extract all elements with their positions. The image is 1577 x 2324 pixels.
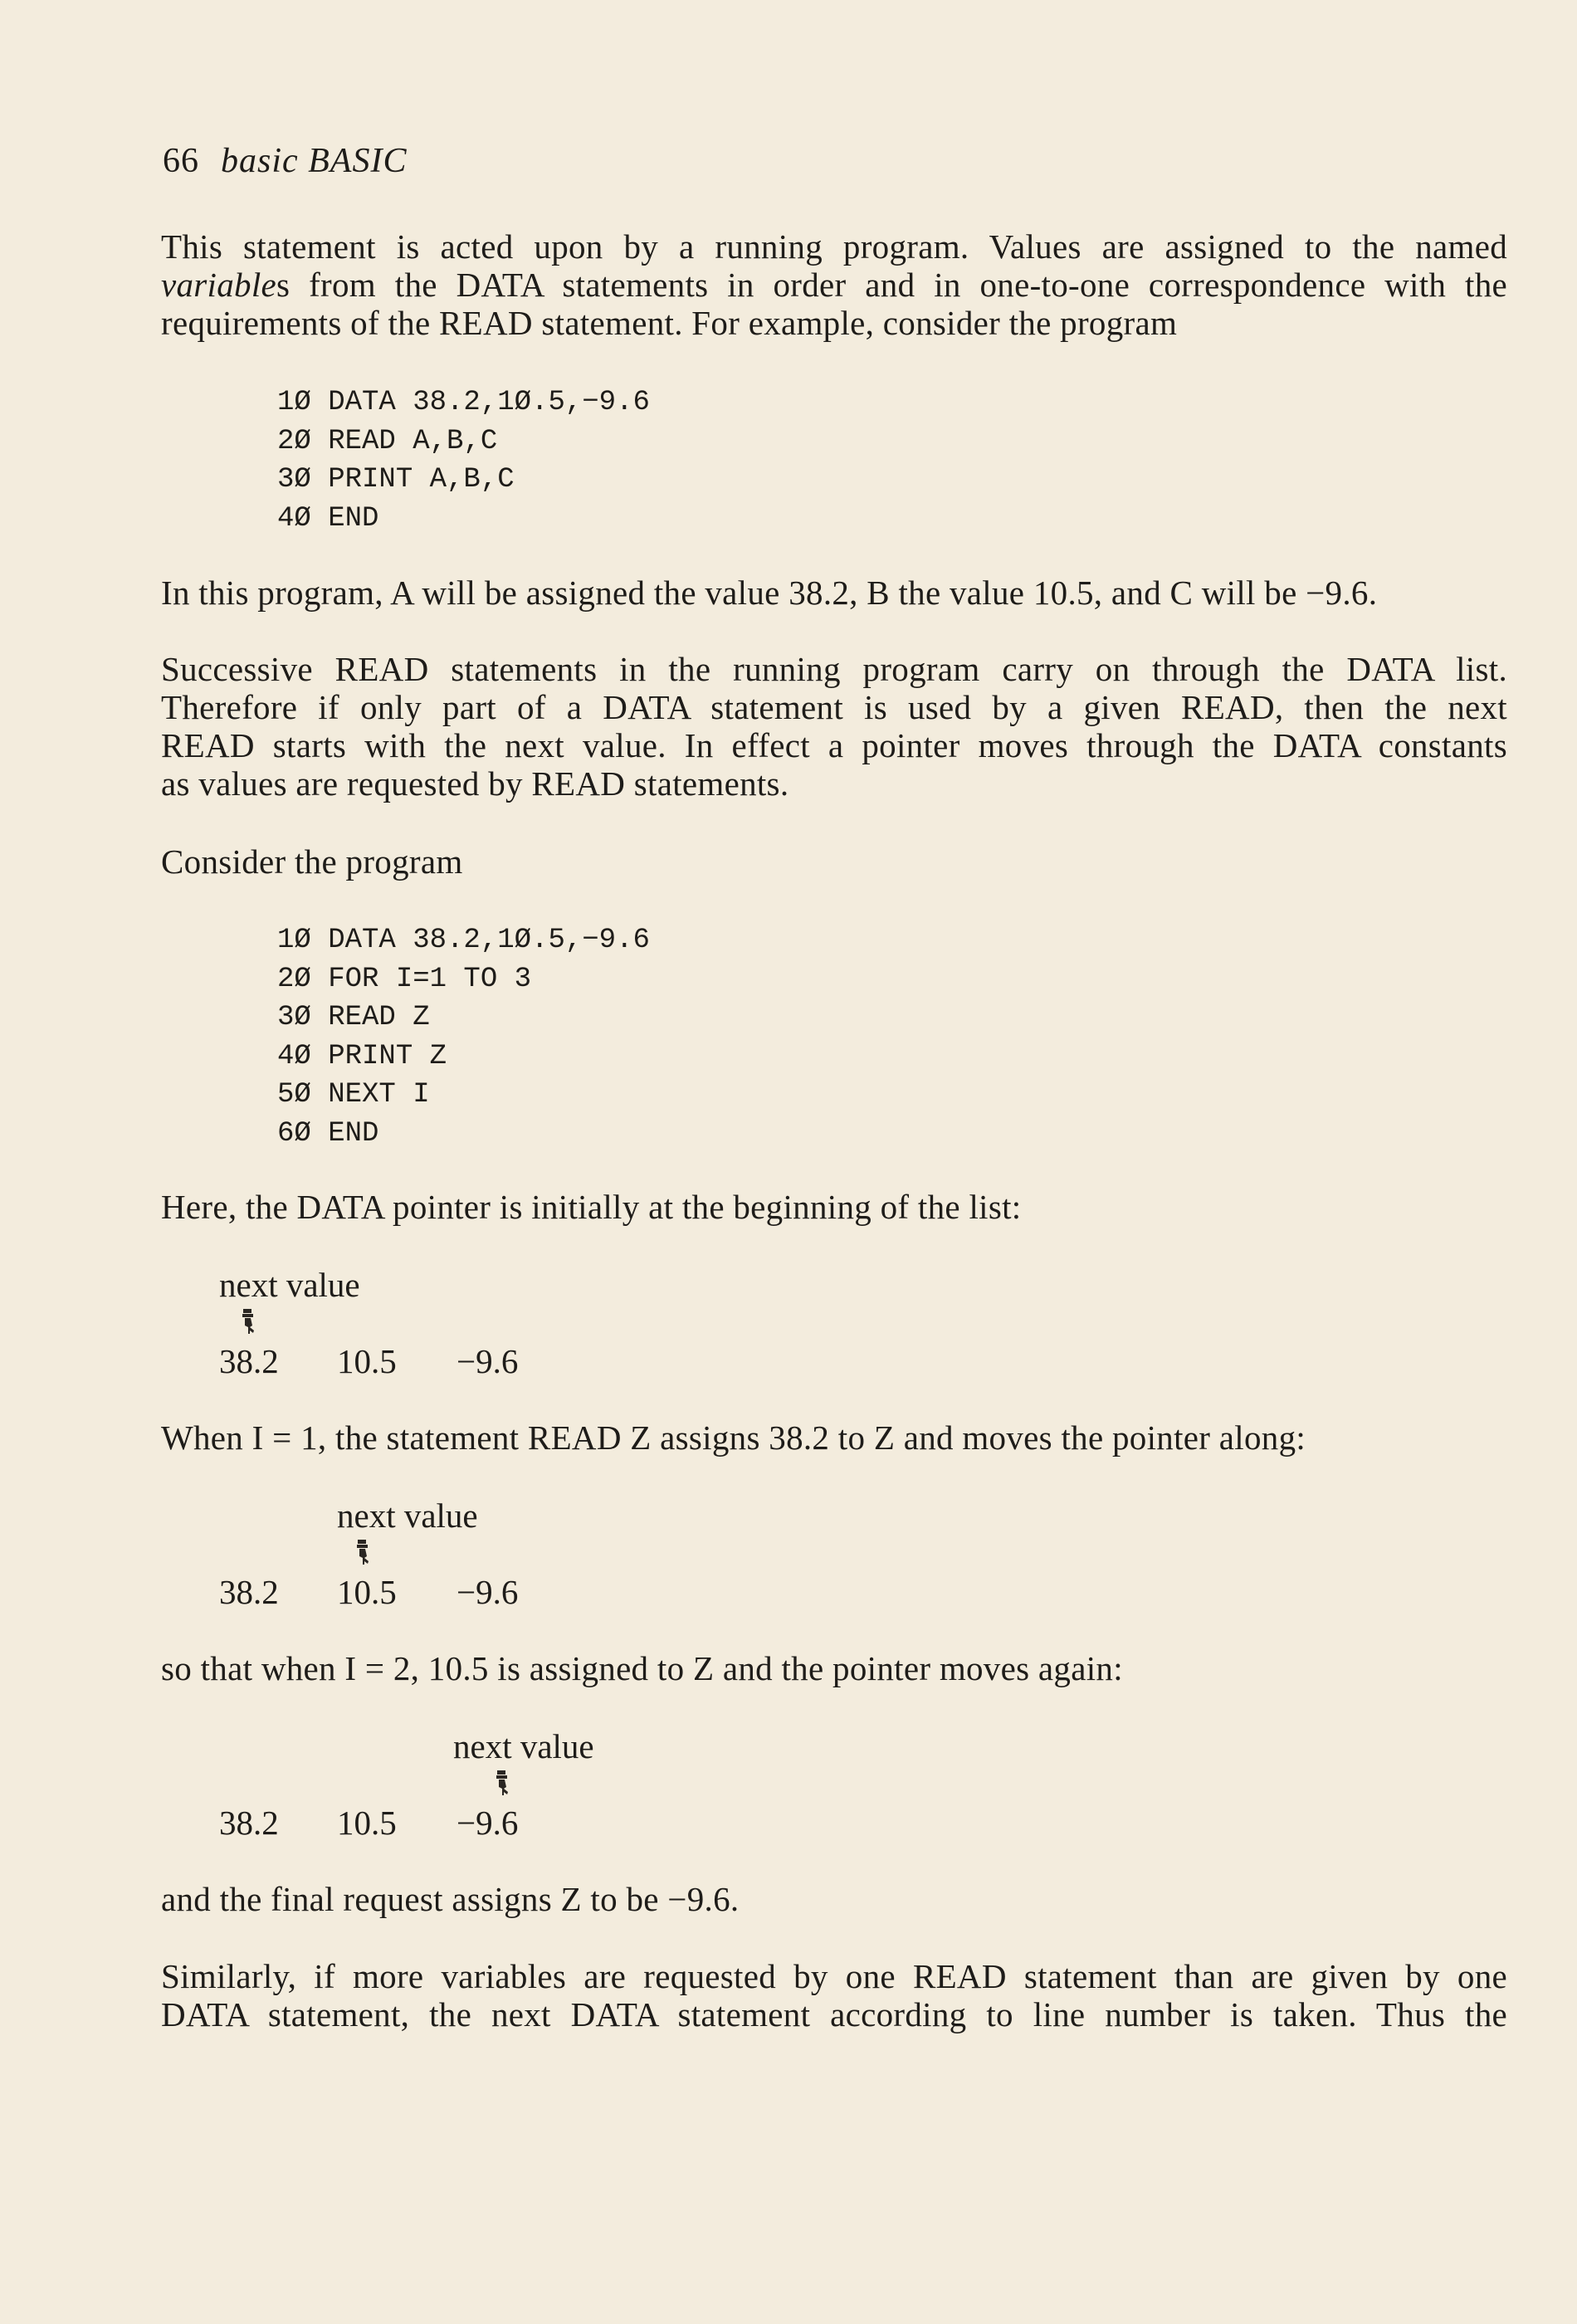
when-i-1-line: When I = 1, the statement READ Z assigns 38.2 to Z and moves the pointer along:	[161, 1418, 1306, 1457]
intro-line-2	[161, 266, 1507, 304]
data-value-1: 38.2	[219, 1342, 279, 1380]
code-line: 3Ø READ Z	[277, 1002, 430, 1033]
pointing-hand-icon	[491, 1770, 513, 1803]
consider-line: Consider the program	[161, 842, 463, 881]
code-line: 4Ø END	[277, 502, 379, 535]
pointer-initial-line: Here, the DATA pointer is initially at the beginning of the list:	[161, 1188, 1022, 1226]
assignment-line: In this program, A will be assigned the value 38.2, B the value 10.5, and C will be −9.6.	[161, 574, 1378, 612]
next-value-label: next value	[337, 1496, 478, 1535]
when-i-2-paragraph	[161, 1649, 1507, 1687]
intro-line-1: This statement is acted upon by a running program. Values are assigned to the named	[161, 227, 1507, 266]
pointing-hand-icon	[237, 1308, 259, 1341]
intro-line-2-rest: s from the DATA statements in order and in one-to-one correspondence with the	[276, 266, 1507, 304]
intro-line-3: requirements of the READ statement. For example, consider the program	[161, 304, 1178, 342]
code-line: 3Ø PRINT A,B,C	[277, 464, 515, 496]
variables-emphasis: variable	[161, 266, 277, 304]
next-value-label: next value	[219, 1266, 360, 1304]
data-value-3: −9.6	[456, 1573, 519, 1611]
code-line: 1Ø DATA 38.2,1Ø.5,−9.6	[277, 925, 650, 956]
code-line: 6Ø END	[277, 1117, 379, 1150]
program-listing-1	[277, 383, 650, 538]
intro-paragraph	[161, 227, 1507, 342]
data-value-1: 38.2	[219, 1573, 279, 1611]
similarly-paragraph	[161, 1957, 1507, 2034]
code-line: 2Ø READ A,B,C	[277, 425, 498, 457]
similarly-line-1: Similarly, if more variables are requested by one READ statement than are given by one	[161, 1957, 1507, 1995]
data-value-2: 10.5	[337, 1573, 397, 1611]
final-request-line: and the final request assigns Z to be −9.6.	[161, 1880, 740, 1918]
program-listing-2	[277, 921, 650, 1153]
next-value-label: next value	[453, 1727, 594, 1765]
when-i-2-line: so that when I = 2, 10.5 is assigned to Z and the pointer moves again:	[161, 1649, 1123, 1687]
code-line: 4Ø PRINT Z	[277, 1040, 447, 1072]
similarly-line-2: DATA statement, the next DATA statement according to line number is taken. Thus the	[161, 1995, 1507, 2034]
successive-line-4: as values are requested by READ statements.	[161, 764, 789, 803]
data-value-2: 10.5	[337, 1804, 397, 1842]
pointer-initial-paragraph	[161, 1188, 1507, 1226]
data-value-3: −9.6	[456, 1342, 519, 1380]
consider-paragraph	[161, 842, 1507, 881]
final-request-paragraph	[161, 1880, 1507, 1918]
code-line: 5Ø NEXT I	[277, 1079, 430, 1111]
data-value-2: 10.5	[337, 1342, 397, 1380]
successive-line-2: Therefore if only part of a DATA statement is used by a given READ, then the next	[161, 688, 1507, 726]
pointing-hand-icon	[352, 1539, 374, 1572]
data-value-3: −9.6	[456, 1804, 519, 1842]
page-header	[163, 141, 407, 181]
successive-line-3: READ starts with the next value. In effect a pointer moves through the DATA constants	[161, 726, 1507, 764]
running-title: basic BASIC	[221, 142, 408, 180]
assignment-paragraph	[161, 574, 1507, 612]
page-number: 66	[163, 142, 199, 180]
data-value-1: 38.2	[219, 1804, 279, 1842]
successive-line-1: Successive READ statements in the running program carry on through the DATA list.	[161, 650, 1507, 688]
code-line: 1Ø DATA 38.2,1Ø.5,−9.6	[277, 387, 650, 418]
when-i-1-paragraph	[161, 1418, 1507, 1457]
code-line: 2Ø FOR I=1 TO 3	[277, 963, 532, 995]
successive-read-paragraph	[161, 650, 1507, 803]
